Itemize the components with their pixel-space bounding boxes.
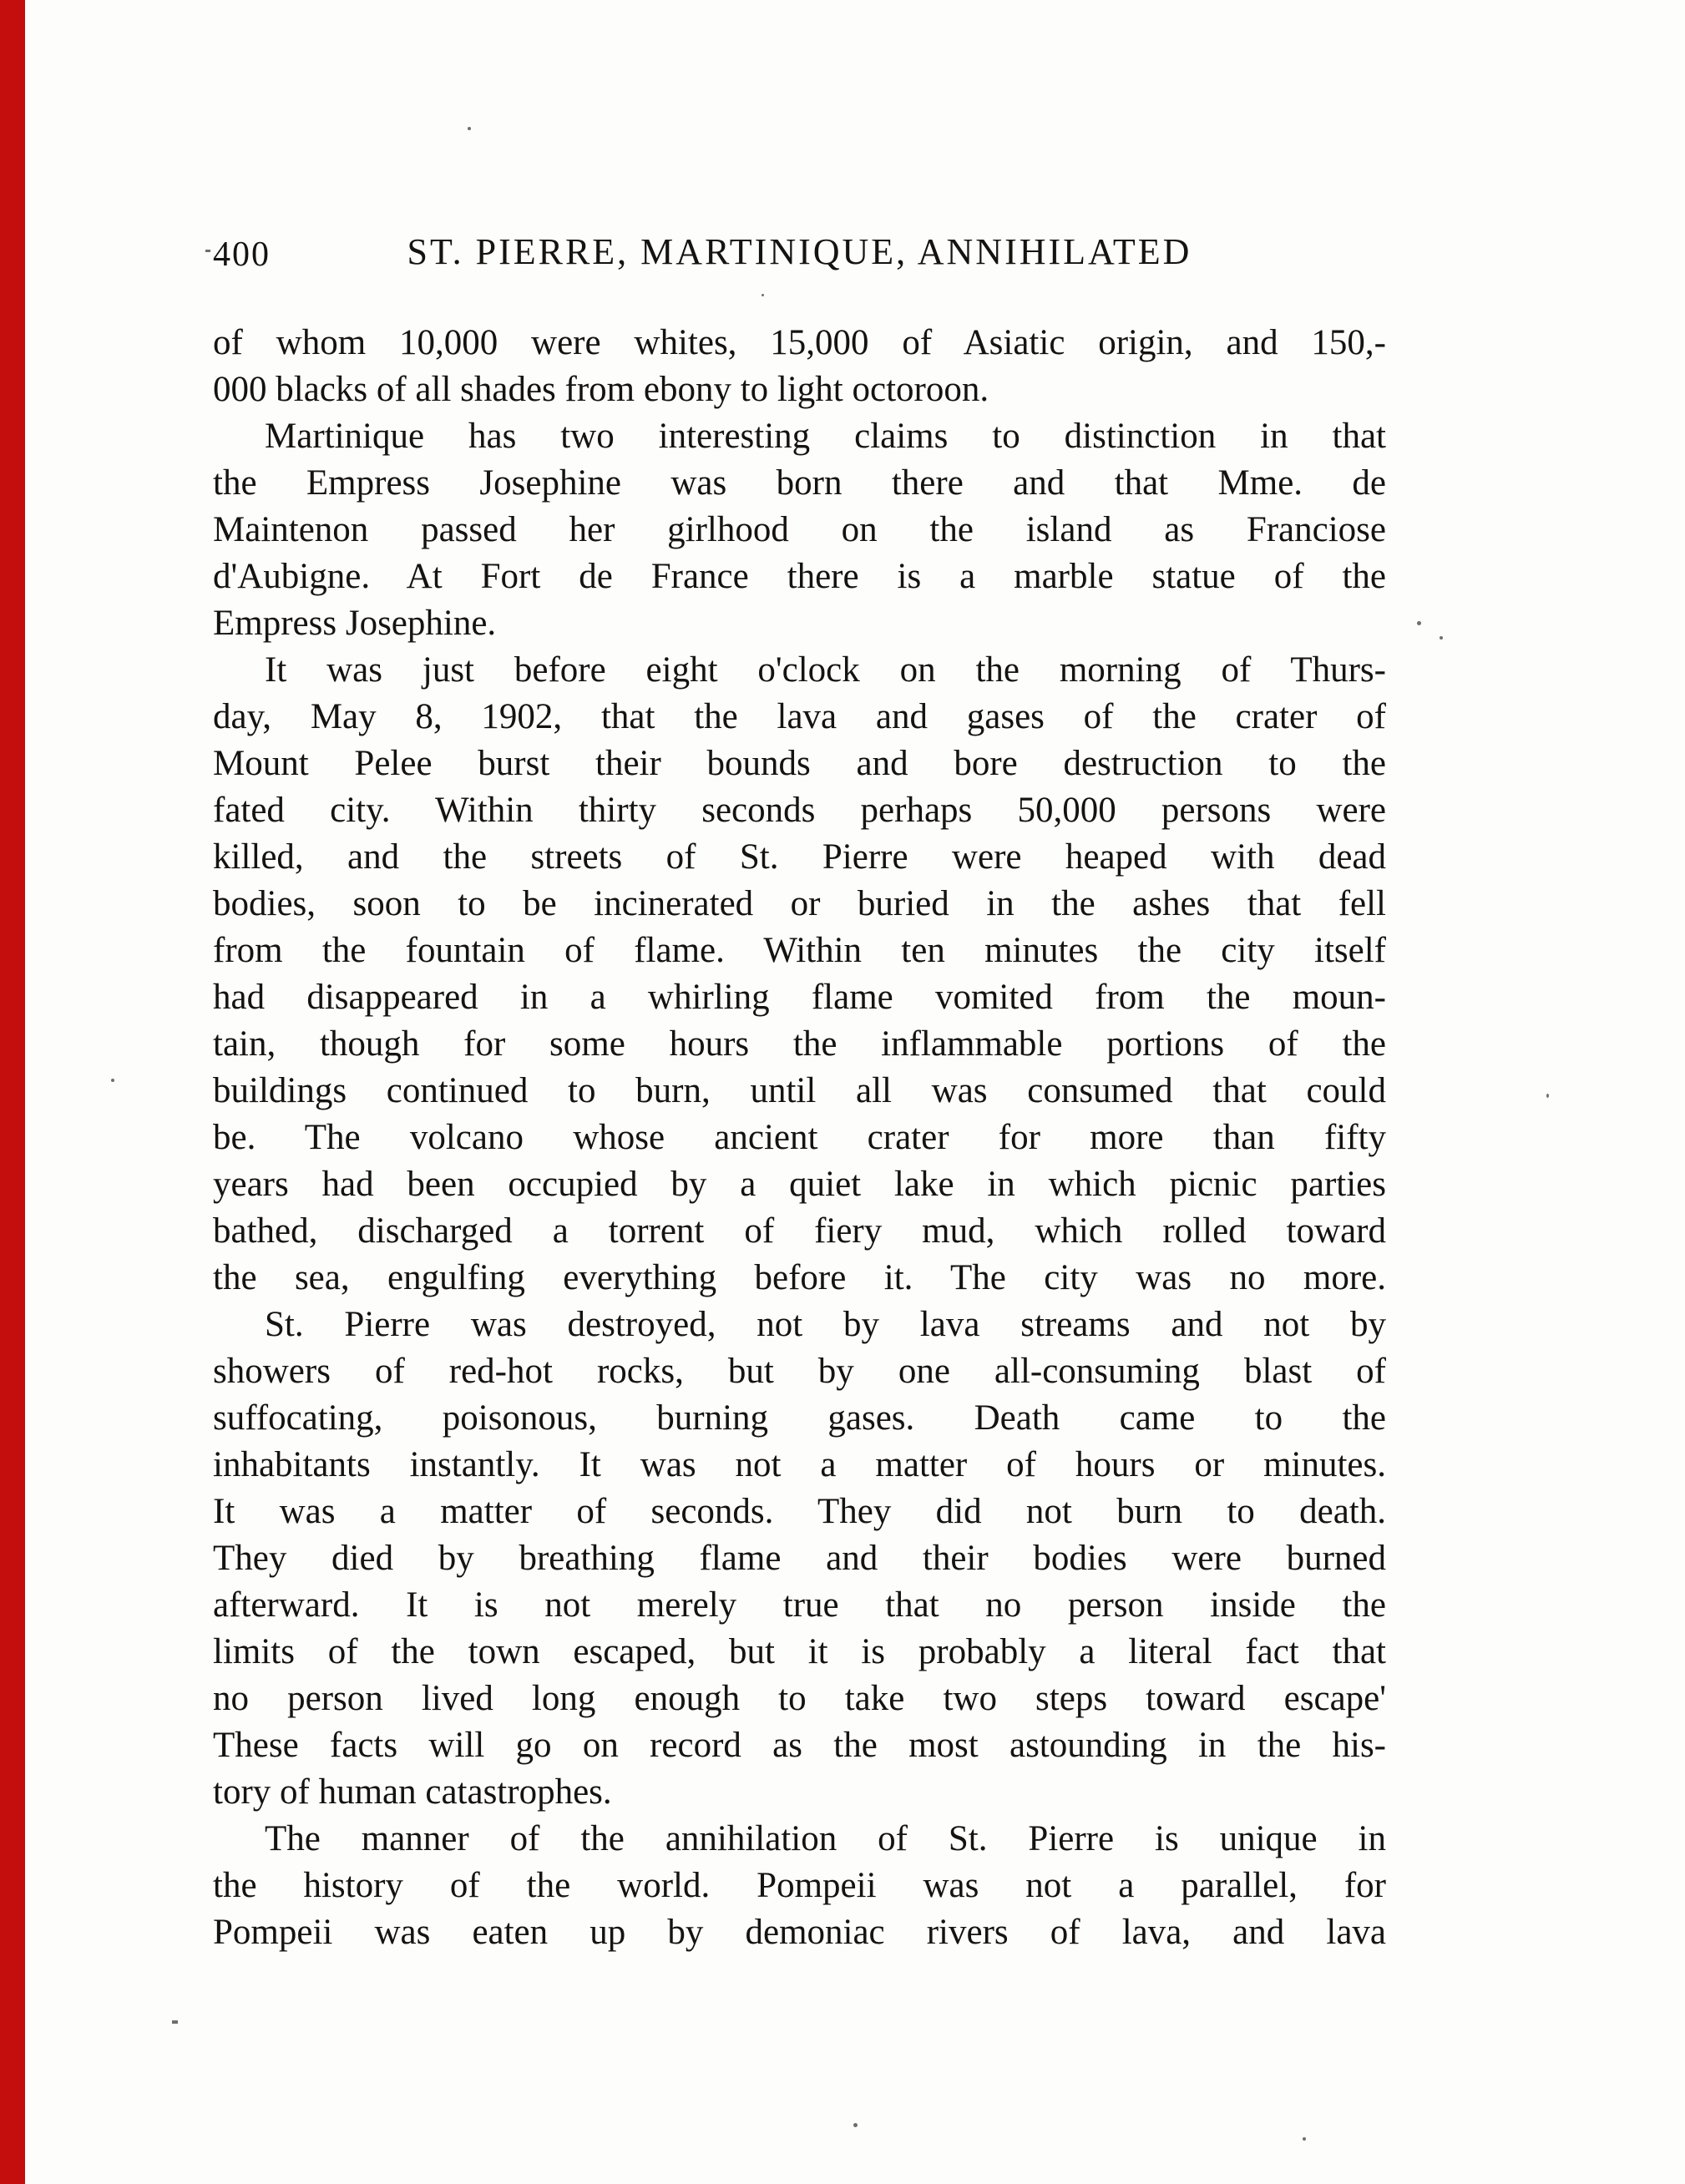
text-line: the history of the world. Pompeii was not a parallel, for [213, 1866, 1386, 1905]
text-line: buildings continued to burn, until all was consumed that could [213, 1071, 1386, 1110]
text-line: d'Aubigne. At Fort de France there is a marble statue of the [213, 557, 1386, 596]
scan-speck [1303, 2137, 1306, 2141]
text-line: It was just before eight o'clock on the morning of Thurs- [265, 650, 1386, 690]
text-line: the sea, engulfing everything before it. The city was no more. [213, 1258, 1386, 1297]
text-line: Martinique has two interesting claims to distinction in that [265, 417, 1386, 456]
text-line: inhabitants instantly. It was not a matter of hours or minutes. [213, 1445, 1386, 1484]
text-line: The manner of the annihilation of St. Pierre is unique in [265, 1819, 1386, 1858]
text-line: limits of the town escaped, but it is probably a literal fact that [213, 1632, 1386, 1671]
text-line: be. The volcano whose ancient crater for more than fifty [213, 1118, 1386, 1157]
text-line: the Empress Josephine was born there and that Mme. de [213, 463, 1386, 503]
text-line: bathed, discharged a torrent of fiery mud, which rolled toward [213, 1211, 1386, 1251]
scan-speck [111, 1079, 114, 1082]
scan-speck [1440, 636, 1443, 640]
text-line: They died by breathing flame and their bodies were burned [213, 1539, 1386, 1578]
text-line: fated city. Within thirty seconds perhaps 50,000 persons were [213, 791, 1386, 830]
text-line: Mount Pelee burst their bounds and bore destruction to the [213, 744, 1386, 783]
scan-speck [853, 2123, 858, 2127]
scan-speck [762, 294, 764, 296]
text-line: killed, and the streets of St. Pierre were heaped with dead [213, 837, 1386, 877]
scan-speck [1417, 621, 1421, 625]
page-number: 400 [213, 235, 271, 274]
text-line: Empress Josephine. [213, 604, 497, 643]
text-line: no person lived long enough to take two steps toward escape' [213, 1679, 1386, 1718]
text-line: from the fountain of flame. Within ten minutes the city itself [213, 931, 1386, 970]
page-header [213, 230, 1386, 281]
page-title: ST. PIERRE, MARTINIQUE, ANNIHILATED [407, 231, 1192, 272]
scan-speck [468, 127, 471, 130]
scan-speck [1546, 1094, 1549, 1098]
text-line: Maintenon passed her girlhood on the island as Franciose [213, 510, 1386, 549]
text-line: day, May 8, 1902, that the lava and gases of the crater of [213, 697, 1386, 736]
text-line: tory of human catastrophes. [213, 1772, 612, 1812]
scan-speck [172, 2020, 178, 2024]
text-line: of whom 10,000 were whites, 15,000 of Asiatic origin, and 150,- [213, 323, 1386, 362]
text-line: Pompeii was eaten up by demoniac rivers of lava, and lava [213, 1913, 1386, 1952]
text-line: suffocating, poisonous, burning gases. Death came to the [213, 1398, 1386, 1438]
page-body [213, 320, 1386, 1956]
text-line: 000 blacks of all shades from ebony to light octoroon. [213, 370, 989, 409]
text-line: afterward. It is not merely true that no person inside the [213, 1585, 1386, 1625]
text-line: years had been occupied by a quiet lake in which picnic parties [213, 1165, 1386, 1204]
text-line: showers of red-hot rocks, but by one all-consuming blast of [213, 1352, 1386, 1391]
text-line: bodies, soon to be incinerated or buried in the ashes that fell [213, 884, 1386, 923]
text-line: had disappeared in a whirling flame vomited from the moun- [213, 978, 1386, 1017]
text-line: It was a matter of seconds. They did not burn to death. [213, 1492, 1386, 1531]
page-edge-red-strip [0, 0, 25, 2184]
text-line: St. Pierre was destroyed, not by lava streams and not by [265, 1305, 1386, 1344]
text-line: These facts will go on record as the most astounding in the his- [213, 1726, 1386, 1765]
text-line: tain, though for some hours the inflammable portions of the [213, 1024, 1386, 1064]
scan-speck [205, 250, 210, 252]
